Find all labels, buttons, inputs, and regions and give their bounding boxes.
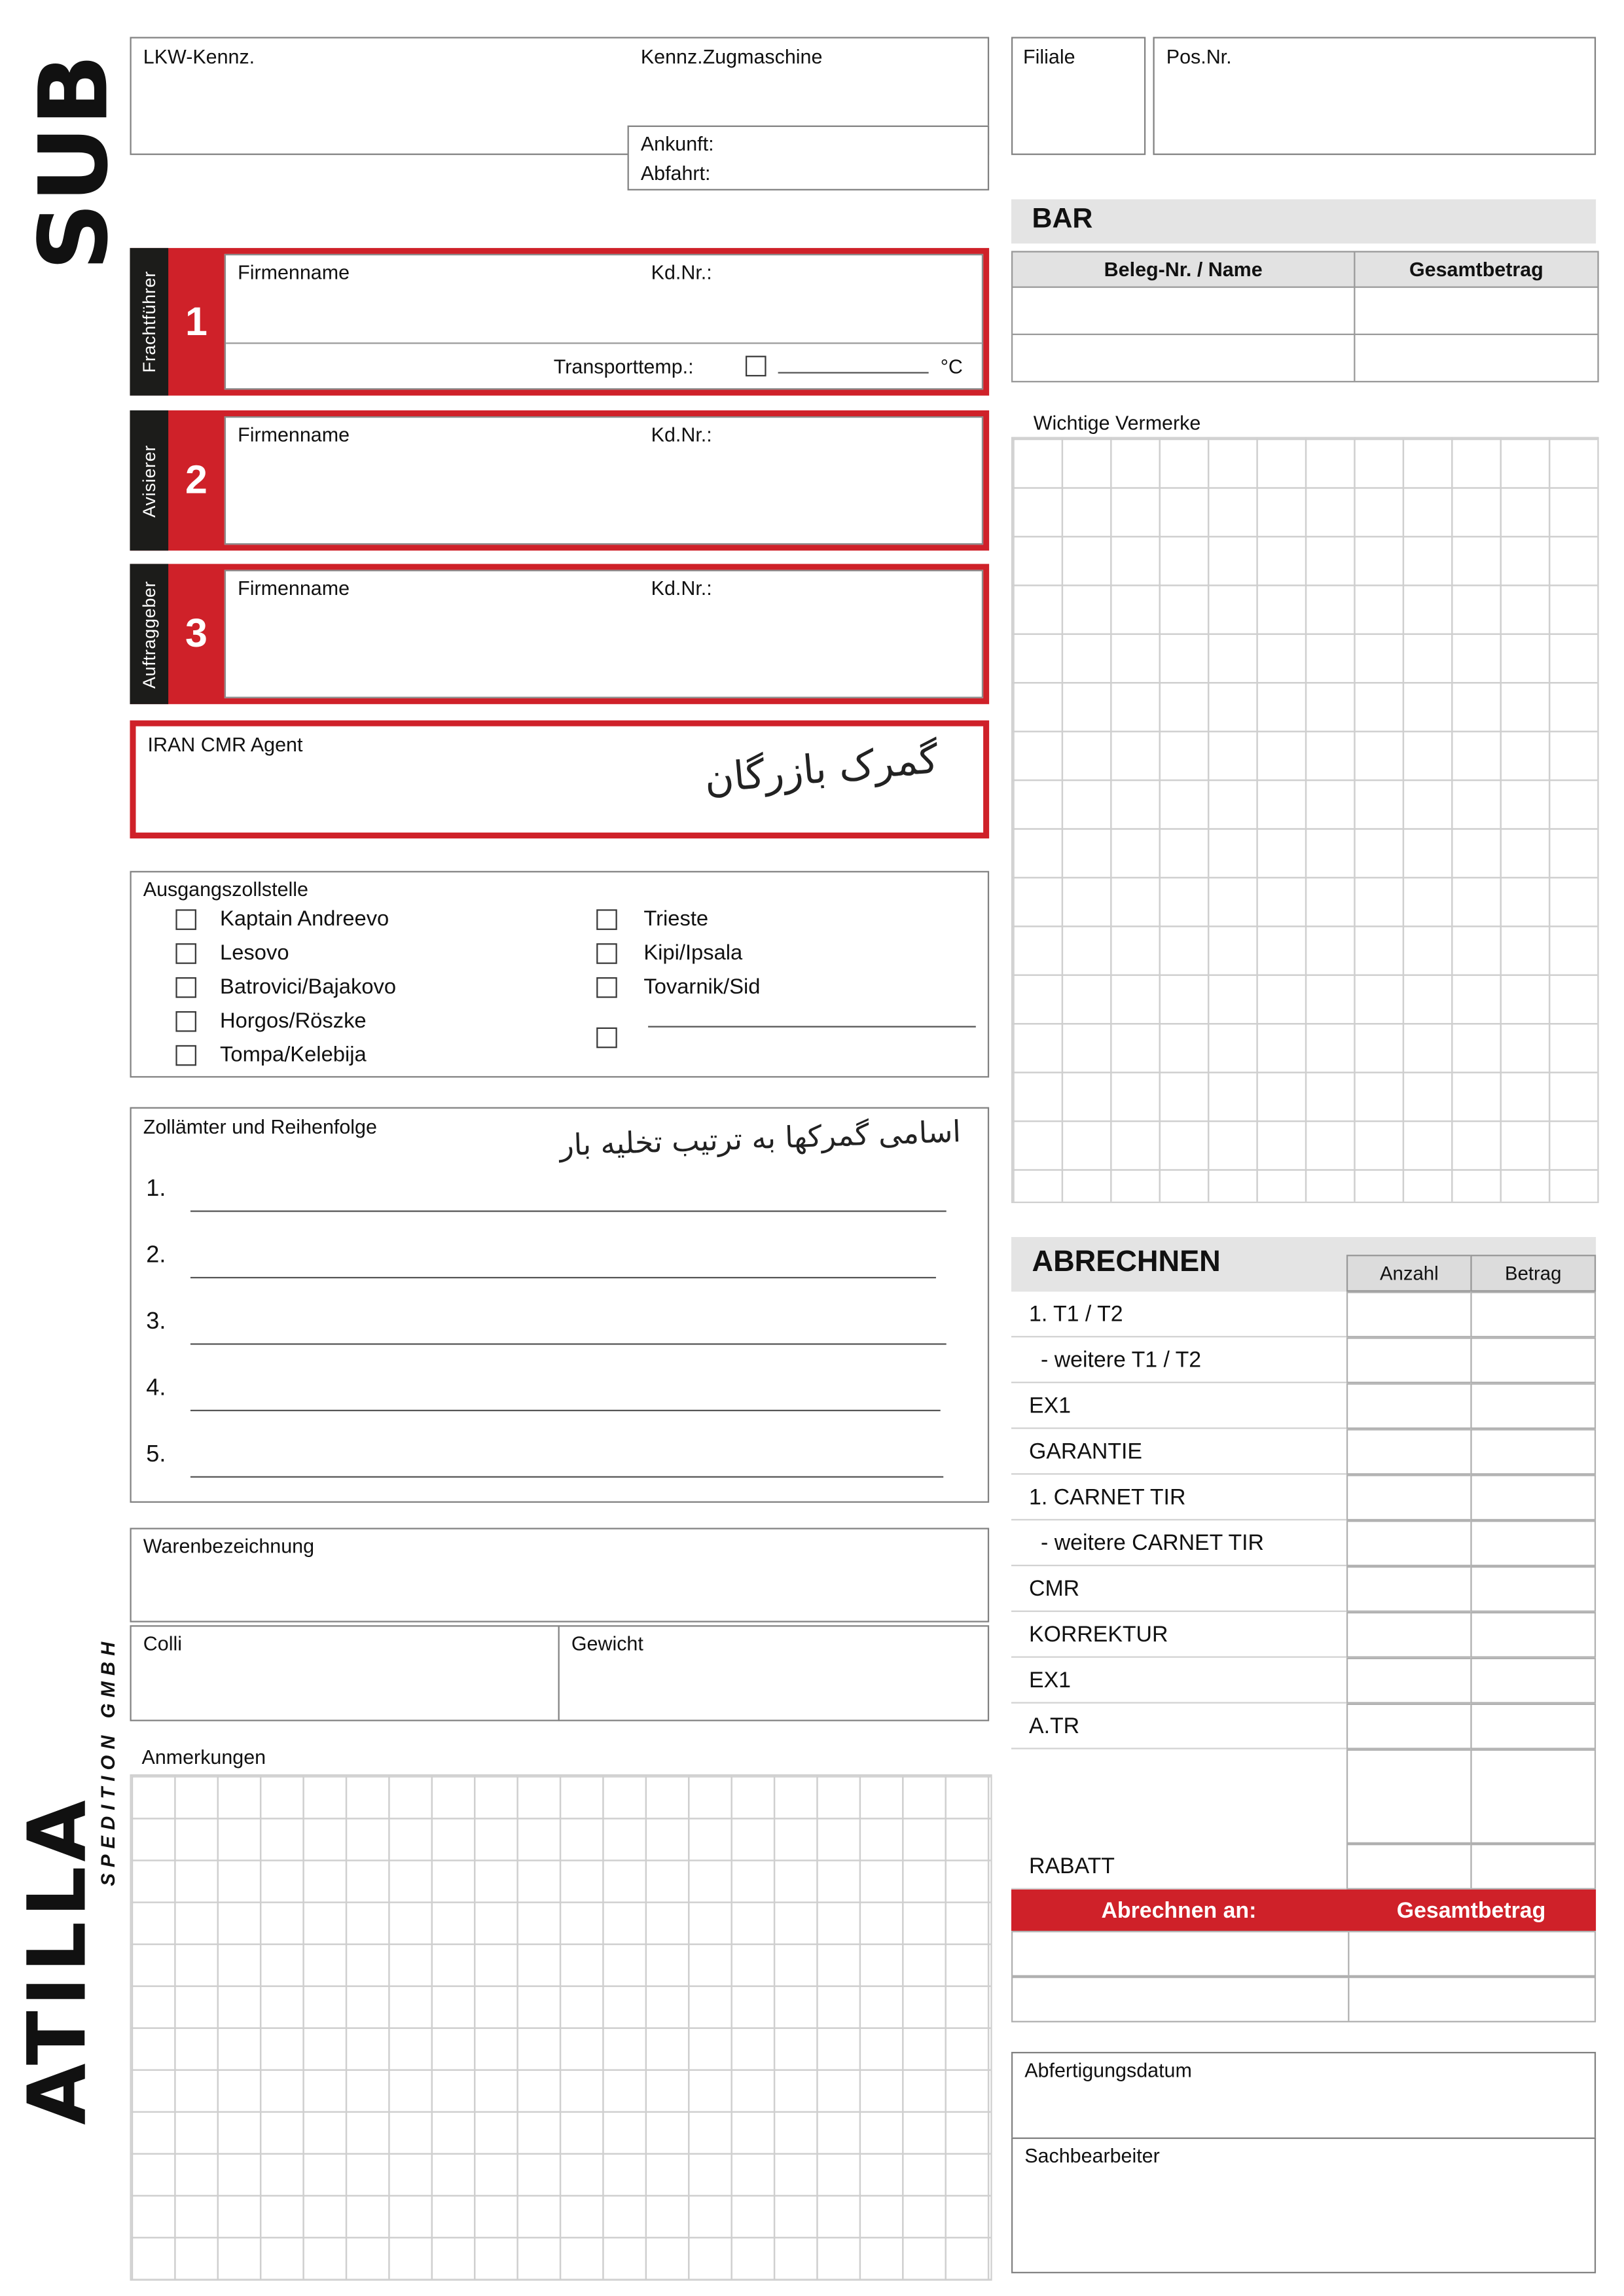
avisierer-side-label: Avisierer: [130, 410, 168, 550]
bar-panel-header: [1011, 199, 1596, 243]
zugmaschine-label: Kennz.Zugmaschine: [640, 45, 823, 68]
anzahl-cell[interactable]: [1346, 1749, 1472, 1844]
avisierer-field[interactable]: [225, 416, 983, 545]
zollaemter-label: Zollämter und Reihenfolge: [143, 1116, 377, 1138]
anzahl-cell[interactable]: [1346, 1844, 1472, 1890]
betrag-cell[interactable]: [1470, 1566, 1596, 1612]
zoll-line-row-5: [146, 1443, 943, 1481]
other-zollstelle-input-line[interactable]: [648, 1026, 976, 1028]
betrag-cell[interactable]: [1470, 1475, 1596, 1520]
zoll-line-row-1: [146, 1177, 946, 1215]
betrag-cell[interactable]: [1470, 1658, 1596, 1704]
gewicht-label: Gewicht: [571, 1632, 643, 1655]
abrechnen-row: [1011, 1337, 1596, 1383]
zollaemter-box: [130, 1107, 989, 1503]
divider: [1348, 1932, 1349, 1975]
sachbearbeiter-box[interactable]: [1011, 2138, 1596, 2273]
anzahl-cell[interactable]: [1346, 1429, 1472, 1475]
line-number-4: 4.: [146, 1376, 166, 1401]
betrag-cell[interactable]: [1470, 1429, 1596, 1475]
row-label-rabatt: RABATT: [1011, 1844, 1346, 1890]
abfertigungsdatum-box[interactable]: [1011, 2052, 1596, 2139]
zollaemter-handwriting: اسامی گمرکها به ترتیب تخلیه بار: [559, 1113, 962, 1163]
transporttemp-checkbox[interactable]: [746, 356, 767, 377]
label-tovarnik-sid: Tovarnik/Sid: [643, 975, 761, 999]
anzahl-col-header: Anzahl: [1346, 1255, 1472, 1291]
row-label-weitere-carnet-tir: - weitere CARNET TIR: [1011, 1520, 1346, 1566]
row-label-atr: A.TR: [1011, 1704, 1346, 1749]
divider: [1348, 1978, 1349, 2020]
checkbox-trieste[interactable]: [596, 909, 617, 930]
auftraggeber-side-label: Auftraggeber: [130, 564, 168, 704]
divider: [226, 342, 982, 344]
abrechnen-row: [1011, 1566, 1596, 1612]
label-lesovo: Lesovo: [220, 941, 289, 966]
spedition-gmbh-text: SPEDITION GMBH: [96, 1635, 119, 1886]
atilla-logo: [12, 1749, 103, 2170]
checkbox-lesovo[interactable]: [175, 943, 196, 964]
kdnr-label-1: Kd.Nr.:: [651, 261, 712, 284]
frachtfuehrer-field[interactable]: [225, 254, 983, 389]
gewicht-box[interactable]: [558, 1625, 990, 1721]
anzahl-cell[interactable]: [1346, 1658, 1472, 1704]
label-trieste: Trieste: [643, 908, 709, 932]
checkbox-kipi-ipsala[interactable]: [596, 943, 617, 964]
checkbox-batrovici-bajakovo[interactable]: [175, 977, 196, 998]
betrag-cell[interactable]: [1470, 1612, 1596, 1658]
line-number-2: 2.: [146, 1243, 166, 1268]
filiale-box[interactable]: [1011, 37, 1146, 154]
zoll-input-line-3[interactable]: [190, 1343, 947, 1344]
gesamtbetrag-label: Gesamtbetrag: [1396, 1897, 1546, 1923]
line-number-3: 3.: [146, 1309, 166, 1335]
betrag-cell[interactable]: [1470, 1844, 1596, 1890]
anzahl-cell[interactable]: [1346, 1291, 1472, 1337]
anzahl-cell[interactable]: [1346, 1612, 1472, 1658]
anzahl-cell[interactable]: [1346, 1566, 1472, 1612]
row-label-t1-t2: 1. T1 / T2: [1011, 1291, 1346, 1337]
anmerkungen-label: Anmerkungen: [141, 1746, 266, 1768]
zoll-line-row-3: [146, 1310, 946, 1348]
bar-cell-beleg-1[interactable]: [1013, 288, 1354, 334]
iran-handwriting: گمرک بازرگان: [702, 736, 941, 803]
checkbox-horgos-roeszke[interactable]: [175, 1011, 196, 1032]
temp-unit-label: °C: [940, 355, 963, 378]
posnr-label: Pos.Nr.: [1166, 45, 1232, 68]
colli-box[interactable]: [130, 1625, 559, 1721]
frachtfuehrer-side-label: Frachtführer: [130, 248, 168, 396]
row-label-weitere-t1-t2: - weitere T1 / T2: [1011, 1337, 1346, 1383]
lkw-kennz-label: LKW-Kennz.: [143, 45, 255, 68]
betrag-col-header: Betrag: [1470, 1255, 1596, 1291]
warenbezeichnung-label: Warenbezeichnung: [143, 1535, 315, 1558]
atilla-logo-text: ATILLA: [10, 1795, 105, 2125]
abrechnen-total-row[interactable]: [1011, 1977, 1596, 2022]
label-horgos-roeszke: Horgos/Röszke: [220, 1009, 367, 1033]
bar-col-gesamtbetrag: Gesamtbetrag: [1355, 253, 1597, 287]
abrechnen-header: [1011, 1237, 1596, 1291]
abrechnen-an-label: Abrechnen an:: [1101, 1897, 1257, 1923]
abfertigungsdatum-label: Abfertigungsdatum: [1024, 2059, 1192, 2082]
abrechnen-row: [1011, 1383, 1596, 1429]
checkbox-kaptain-andreevo[interactable]: [175, 909, 196, 930]
betrag-cell[interactable]: [1470, 1383, 1596, 1429]
zoll-input-line-2[interactable]: [190, 1277, 936, 1278]
abrechnen-row: [1011, 1704, 1596, 1749]
line-number-5: 5.: [146, 1442, 166, 1467]
iran-cmr-agent-box[interactable]: [130, 721, 989, 838]
bar-cell-betrag-1[interactable]: [1355, 288, 1597, 334]
betrag-cell[interactable]: [1470, 1291, 1596, 1337]
zoll-input-line-5[interactable]: [190, 1476, 943, 1477]
abrechnen-spacer-row: [1011, 1749, 1596, 1844]
row-label-ex1-2: EX1: [1011, 1658, 1346, 1704]
line-number-1: 1.: [146, 1176, 166, 1202]
zoll-input-line-1[interactable]: [190, 1210, 947, 1211]
abrechnen-row: [1011, 1475, 1596, 1520]
zoll-line-row-4: [146, 1376, 940, 1414]
row-label-garantie: GARANTIE: [1011, 1429, 1346, 1475]
transporttemp-input-line[interactable]: [778, 372, 929, 373]
wichtige-vermerke-grid[interactable]: [1011, 437, 1599, 1204]
avisierer-section: [130, 410, 989, 550]
sub-logo-text: SUB: [20, 54, 130, 271]
row-label-carnet-tir: 1. CARNET TIR: [1011, 1475, 1346, 1520]
iran-cmr-agent-label: IRAN CMR Agent: [147, 733, 303, 756]
firmenname-label-2: Firmenname: [238, 423, 350, 446]
label-tompa-kelebija: Tompa/Kelebija: [220, 1043, 367, 1067]
section-number-3: 3: [185, 611, 208, 656]
checkbox-tovarnik-sid[interactable]: [596, 977, 617, 998]
ankunft-label: Ankunft:: [640, 132, 714, 155]
posnr-box[interactable]: [1153, 37, 1596, 154]
bar-col-beleg: Beleg-Nr. / Name: [1013, 253, 1354, 287]
bar-title: BAR: [1032, 204, 1093, 235]
abrechnen-row: [1011, 1612, 1596, 1658]
auftraggeber-section: [130, 564, 989, 704]
abrechnen-total-row[interactable]: [1011, 1931, 1596, 1977]
row-label-ex1: EX1: [1011, 1383, 1346, 1429]
abrechnen-row: [1011, 1658, 1596, 1704]
abrechnen-row: [1011, 1844, 1596, 1890]
transporttemp-label: Transporttemp.:: [553, 355, 694, 378]
bar-cell-betrag-2[interactable]: [1355, 335, 1597, 381]
zoll-line-row-2: [146, 1243, 936, 1282]
wichtige-vermerke-label: Wichtige Vermerke: [1033, 412, 1201, 435]
ausgangszollstelle-label: Ausgangszollstelle: [143, 878, 308, 901]
section-number-2: 2: [185, 457, 208, 502]
label-kipi-ipsala: Kipi/Ipsala: [643, 941, 743, 966]
bar-table: [1011, 251, 1599, 382]
sub-logo: [18, 15, 133, 310]
section-number-1: 1: [185, 298, 208, 344]
filiale-label: Filiale: [1022, 45, 1075, 68]
anmerkungen-grid[interactable]: [130, 1774, 992, 2281]
firmenname-label-1: Firmenname: [238, 261, 350, 284]
colli-label: Colli: [143, 1632, 183, 1655]
anzahl-cell[interactable]: [1346, 1337, 1472, 1383]
betrag-cell[interactable]: [1470, 1520, 1596, 1566]
abrechnen-row: [1011, 1429, 1596, 1475]
betrag-cell[interactable]: [1470, 1704, 1596, 1749]
kdnr-label-3: Kd.Nr.:: [651, 577, 712, 600]
anzahl-cell[interactable]: [1346, 1520, 1472, 1566]
checkbox-other-zollstelle[interactable]: [596, 1028, 617, 1049]
checkbox-tompa-kelebija[interactable]: [175, 1045, 196, 1066]
warenbezeichnung-box[interactable]: [130, 1528, 989, 1622]
label-kaptain-andreevo: Kaptain Andreevo: [220, 908, 389, 932]
betrag-cell[interactable]: [1470, 1749, 1596, 1844]
ankunft-abfahrt-box[interactable]: [628, 126, 990, 190]
sachbearbeiter-label: Sachbearbeiter: [1024, 2145, 1160, 2167]
abrechnen-row: [1011, 1520, 1596, 1566]
zoll-input-line-4[interactable]: [190, 1410, 941, 1411]
label-batrovici-bajakovo: Batrovici/Bajakovo: [220, 975, 397, 999]
bar-cell-beleg-2[interactable]: [1013, 335, 1354, 381]
anzahl-cell[interactable]: [1346, 1475, 1472, 1520]
kdnr-label-2: Kd.Nr.:: [651, 423, 712, 446]
abrechnen-title: ABRECHNEN: [1032, 1246, 1221, 1279]
anzahl-cell[interactable]: [1346, 1383, 1472, 1429]
row-label-korrektur: KORREKTUR: [1011, 1612, 1346, 1658]
betrag-cell[interactable]: [1470, 1337, 1596, 1383]
firmenname-label-3: Firmenname: [238, 577, 350, 600]
abrechnen-an-bar: [1011, 1890, 1596, 1931]
abrechnen-row: [1011, 1291, 1596, 1337]
frachtfuehrer-section: [130, 248, 989, 396]
anzahl-cell[interactable]: [1346, 1704, 1472, 1749]
row-label-cmr: CMR: [1011, 1566, 1346, 1612]
ausgangszollstelle-box: [130, 871, 989, 1078]
abfahrt-label: Abfahrt:: [640, 162, 711, 185]
auftraggeber-field[interactable]: [225, 570, 983, 698]
